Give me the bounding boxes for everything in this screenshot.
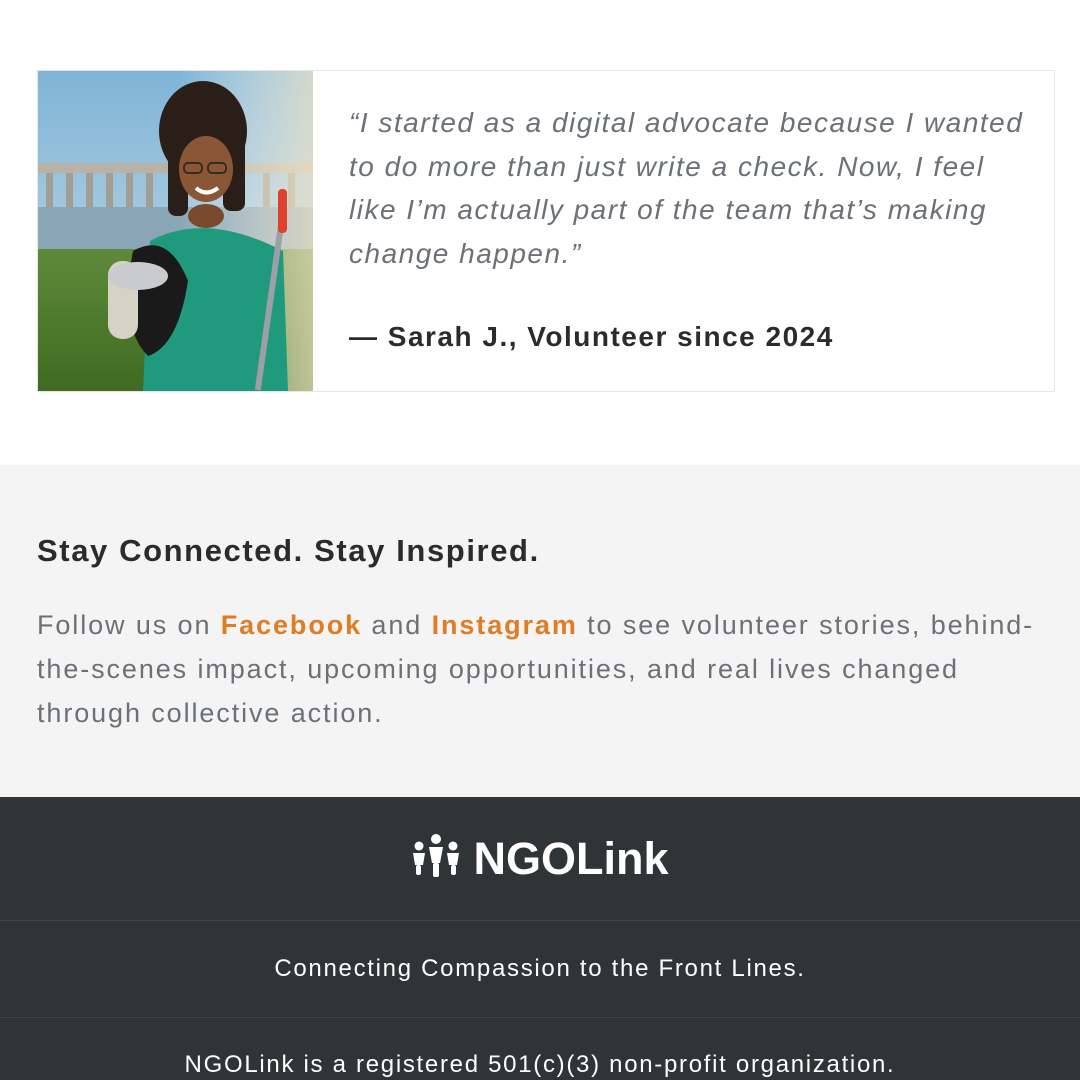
connect-text-between: and [362, 610, 432, 640]
testimonial-attribution: — Sarah J., Volunteer since 2024 [349, 321, 834, 352]
facebook-link[interactable]: Facebook [220, 610, 363, 640]
instagram-link[interactable]: Instagram [431, 610, 578, 640]
stay-connected-section [0, 465, 1080, 797]
stay-connected-heading: Stay Connected. Stay Inspired. [37, 533, 540, 568]
people-icon [411, 833, 461, 884]
testimonial-section [0, 0, 1080, 465]
connect-text-after: to see volunteer stories, behind-the-scenes impact, upcoming opportunities, and real lives changed through collective action. [37, 610, 1035, 728]
volunteer-photo [38, 71, 313, 391]
testimonial-quote: “I started as a digital advocate because I wanted to do more than just write a check. Now, I feel like I’m actually part of the team that’s making change happen.” [349, 107, 1024, 269]
footer [0, 797, 1080, 1080]
connect-text-before: Follow us on [37, 610, 221, 640]
footer-legal: NGOLink is a registered 501(c)(3) non-profit organization. [184, 1051, 896, 1078]
brand-name: NGOLink [473, 832, 669, 884]
footer-brand [0, 797, 1080, 921]
testimonial-card [37, 70, 1055, 392]
stay-connected-text [37, 603, 1047, 735]
footer-tagline: Connecting Compassion to the Front Lines. [0, 921, 1080, 1018]
brand-logo[interactable] [411, 833, 668, 885]
